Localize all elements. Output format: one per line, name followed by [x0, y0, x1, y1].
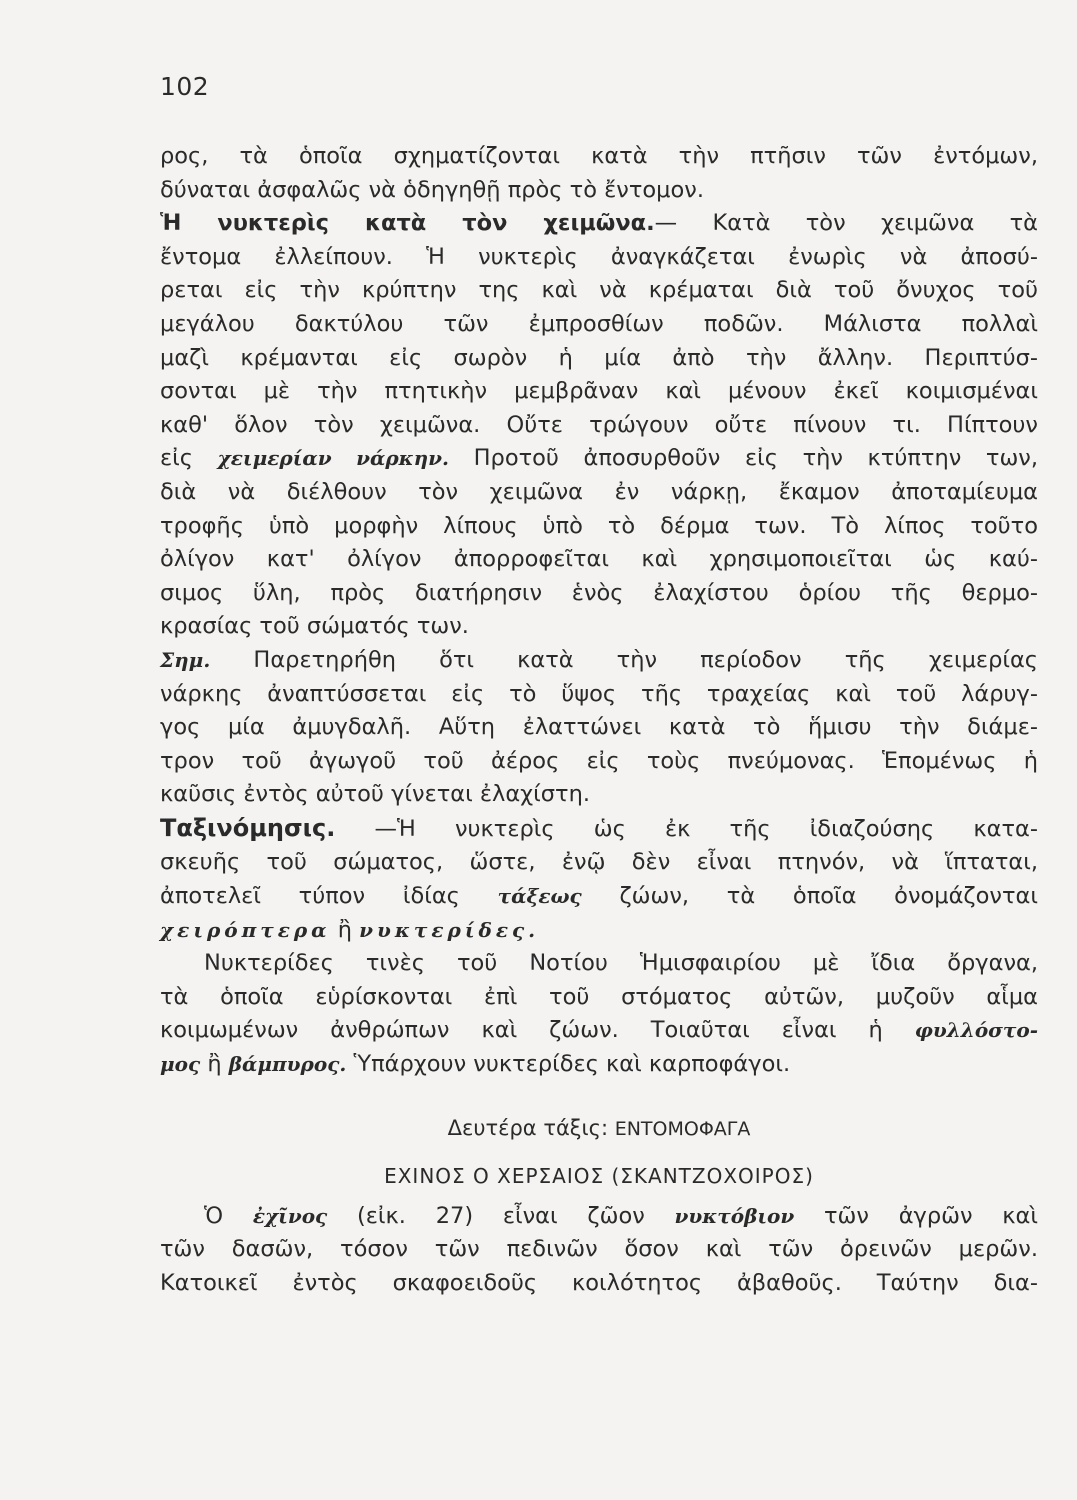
- text-line: τὰ ὁποῖα εὑρίσκονται ἐπὶ τοῦ στόματος αὐτῶν, μυζοῦν αἷμα: [160, 983, 1038, 1010]
- section-heading-classification: Ταξινόμησις.: [160, 813, 336, 842]
- text-line: καθ' ὅλον τὸν χειμῶνα. Οὔτε τρώγουν οὔτε πίνουν τι. Πίπτουν: [160, 411, 1038, 438]
- text-line: [160, 914, 1038, 948]
- emphasis-term: βάμπυρος.: [228, 1052, 347, 1077]
- chapter-title: ΕΧΙΝΟΣ Ο ΧΕΡΣΑΙΟΣ (ΣΚΑΝΤΖΟΧΟΙΡΟΣ): [384, 1164, 814, 1189]
- emphasis-term: ἐχῖνος: [252, 1203, 328, 1228]
- text-line: μαζὶ κρέμανται εἰς σωρὸν ἡ μία ἀπὸ τὴν ἄλλην. Περιπτύσ-: [160, 344, 1038, 371]
- text-line: [160, 644, 1038, 678]
- text-line: Νυκτερίδες τινὲς τοῦ Νοτίου Ἡμισφαιρίου μὲ ἴδια ὄργανα,: [204, 950, 1038, 977]
- text-span: τῶν ἀγρῶν καὶ: [824, 1202, 1039, 1229]
- text-line: ἔντομα ἐλλείπουν. Ἡ νυκτερὶς ἀναγκάζεται ἐνωρὶς νὰ ἀποσύ-: [160, 243, 1038, 270]
- emphasis-term: χειρόπτερα: [160, 917, 331, 942]
- text-line: τῶν δασῶν, τόσον τῶν πεδινῶν ὅσον καὶ τῶν ὀρεινῶν μερῶν.: [160, 1236, 1038, 1263]
- text-span: —Ἡ νυκτερὶς ὡς ἐκ τῆς ἰδιαζούσης κατα-: [374, 815, 1039, 842]
- ordo-label: Δευτέρα τάξις:: [447, 1115, 609, 1140]
- text-span: — Κατὰ τὸν χειμῶνα τὰ: [654, 210, 1038, 237]
- text-line: [160, 207, 1038, 241]
- text-line: νάρκης ἀναπτύσσεται εἰς τὸ ὕψος τῆς τραχείας καὶ τοῦ λάρυγ-: [160, 680, 1038, 707]
- text-line: σιμος ὕλη, πρὸς διατήρησιν ἑνὸς ἐλαχίστου ὁρίου τῆς θερμο-: [160, 579, 1038, 606]
- text-span: ἀποτελεῖ τύπον ἰδίας: [160, 883, 460, 910]
- text-span: (εἰκ. 27) εἶναι ζῶον: [356, 1202, 645, 1229]
- text-line: τροφῆς ὑπὸ μορφὴν λίπους ὑπὸ τὸ δέρμα των. Τὸ λίπος τοῦτο: [160, 512, 1038, 539]
- text-line: σονται μὲ τὴν πτητικὴν μεμβρᾶναν καὶ μένουν ἐκεῖ κοιμισμέναι: [160, 378, 1038, 405]
- text-line: κρασίας τοῦ σώματός των.: [160, 613, 469, 640]
- ordo-name: ΕΝΤΟΜΟΦΑΓΑ: [614, 1117, 751, 1140]
- emphasis-term: χειμερίαν νάρκην.: [217, 446, 450, 471]
- text-line: [160, 812, 1038, 847]
- emphasis-term: τάξεως: [497, 884, 582, 909]
- emphasis-term: μος: [160, 1052, 201, 1077]
- text-span: Ὑπάρχουν νυκτερίδες καὶ καρποφάγοι.: [353, 1051, 791, 1078]
- text-span: ἢ: [337, 916, 352, 943]
- text-span: ζώων, τὰ ὁποῖα ὀνομάζονται: [619, 883, 1038, 910]
- text-line: ὀλίγον κατ' ὀλίγον ἀπορροφεῖται καὶ χρησιμοποιεῖται ὡς καύ-: [160, 546, 1038, 573]
- text-line: [160, 1200, 1038, 1234]
- text-line: [160, 1048, 1038, 1082]
- text-line: μεγάλου δακτύλου τῶν ἐμπροσθίων ποδῶν. Μάλιστα πολλαὶ: [160, 310, 1038, 337]
- emphasis-term: νυκτερίδες.: [359, 917, 540, 942]
- emphasis-term: φυλλόστο-: [914, 1018, 1038, 1043]
- page-body: [160, 140, 1038, 1301]
- text-line: ρος, τὰ ὁποῖα σχηματίζονται κατὰ τὴν πτῆσιν τῶν ἐντόμων,: [160, 143, 1038, 169]
- text-span: κοιμωμένων ἀνθρώπων καὶ ζώων. Τοιαῦται εἶναι ἡ: [160, 1017, 883, 1044]
- text-span: Προτοῦ ἀποσυρθοῦν εἰς τὴν κτύπτην των,: [473, 445, 1039, 472]
- text-line: δύναται ἀσφαλῶς νὰ ὁδηγηθῇ πρὸς τὸ ἔντομον.: [160, 176, 704, 203]
- text-line: διὰ νὰ διέλθουν τὸν χειμῶνα ἐν νάρκῃ, ἔκαμον ἀποταμίευμα: [160, 478, 1038, 505]
- emphasis-term: νυκτόβιον: [674, 1203, 795, 1228]
- text-line: Κατοικεῖ ἐντὸς σκαφοειδοῦς κοιλότητος ἀβαθοῦς. Ταύτην δια-: [160, 1270, 1038, 1296]
- text-line: καῦσις ἐντὸς αὐτοῦ γίνεται ἐλαχίστη.: [160, 781, 591, 808]
- text-line: [160, 880, 1038, 914]
- text-line: [160, 442, 1038, 476]
- text-line: [160, 1014, 1038, 1048]
- text-span: ἢ: [207, 1051, 222, 1078]
- text-span: Ὁ: [204, 1202, 224, 1229]
- note-label: Σημ.: [160, 647, 211, 672]
- ordo-heading: [160, 1112, 1038, 1147]
- text-line: ρεται εἰς τὴν κρύπτην της καὶ νὰ κρέμαται διὰ τοῦ ὄνυχος τοῦ: [160, 277, 1038, 304]
- section-heading-winter: Ἡ νυκτερὶς κατὰ τὸν χειμῶνα.: [160, 210, 655, 237]
- text-span: Παρετηρήθη ὅτι κατὰ τὴν περίοδον τῆς χειμερίας: [253, 646, 1039, 673]
- text-line: σκευῆς τοῦ σώματος, ὥστε, ἐνῷ δὲν εἶναι πτηνόν, νὰ ἵπταται,: [160, 849, 1038, 876]
- page-number: 102: [160, 72, 210, 101]
- text-span: εἰς: [160, 445, 193, 472]
- text-line: τρον τοῦ ἀγωγοῦ τοῦ ἀέρος εἰς τοὺς πνεύμονας. Ἑπομένως ἡ: [160, 747, 1038, 774]
- text-line: γος μία ἀμυγδαλῆ. Αὕτη ἐλαττώνει κατὰ τὸ ἥμισυ τὴν διάμε-: [160, 714, 1038, 741]
